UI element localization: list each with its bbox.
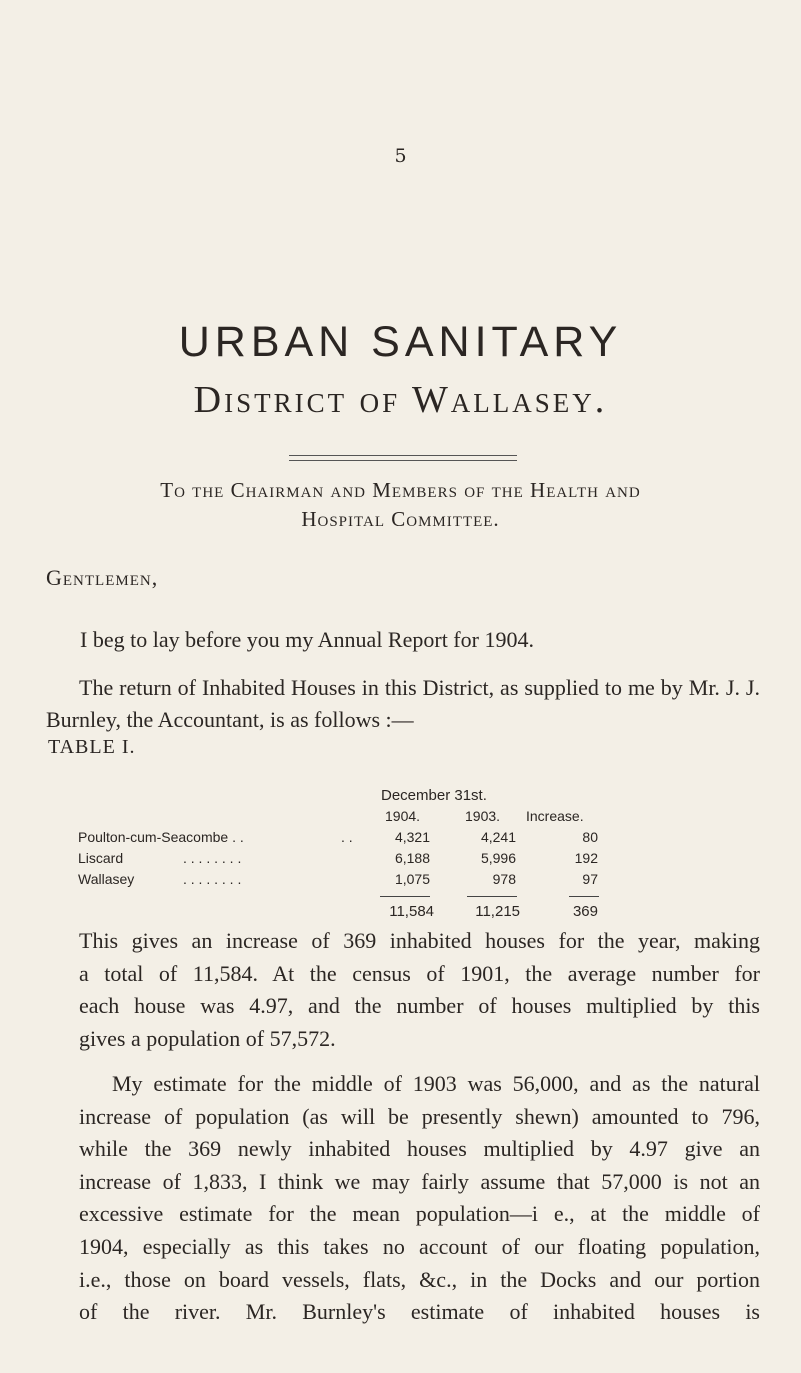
text-line: gives a population of 57,572. (79, 1025, 336, 1051)
report-subtitle: District of Wallasey. (193, 379, 608, 421)
text-line: i.e., those on board vessels, flats, &c., in the Docks and our portion (79, 1266, 760, 1292)
row-name: Wallasey (78, 871, 135, 887)
text-line: 1904, especially as this takes no account of our floating population, (79, 1233, 760, 1259)
table-group-header: December 31st. (381, 787, 487, 804)
address-line-2: Hospital Committee. (301, 507, 500, 531)
text-line: increase of 1,833, I think we may fairly assume that 57,000 is not an (79, 1168, 760, 1194)
address-line-1: To the Chairman and Members of the Health and (160, 478, 641, 502)
sum-rule-1903 (467, 896, 517, 897)
total-increase: 369 (572, 903, 598, 920)
page-number: 5 (394, 145, 407, 167)
paragraph-intro: I beg to lay before you my Annual Report for 1904. (80, 627, 534, 652)
paragraph-estimate (46, 1068, 760, 1329)
cell-increase: 97 (582, 871, 598, 887)
sum-rule-1904 (380, 896, 430, 897)
cell-1904: 1,075 (394, 871, 430, 887)
text-line: increase of population (as will be presently shewn) amounted to 796, (79, 1103, 760, 1129)
text-line: of the river. Mr. Burnley's estimate of inhabited houses is (79, 1299, 760, 1325)
text-line: excessive estimate for the mean population—i e., at the middle of (79, 1201, 760, 1227)
row-name: Poulton-cum-Seacombe . . (78, 829, 244, 845)
sum-rule-increase (569, 896, 599, 897)
row-leader: . . (341, 829, 353, 845)
salutation: Gentlemen, (46, 565, 159, 590)
row-leader: . . . . . . . . (183, 850, 242, 866)
paragraph-return: The return of Inhabited Houses in this District, as supplied to me by Mr. J. J. Burnley, the Accountant, is as follows :— (46, 675, 760, 733)
total-1903: 11,215 (475, 903, 520, 920)
cell-1903: 5,996 (480, 850, 516, 866)
col-header-1903: 1903. (465, 808, 501, 824)
cell-1903: 4,241 (480, 829, 516, 845)
report-title: URBAN SANITARY (178, 318, 623, 366)
text-line: This gives an increase of 369 inhabited houses for the year, making (79, 928, 760, 953)
text-line: a total of 11,584. At the census of 1901, the average number for (79, 960, 760, 986)
total-1904: 11,584 (389, 903, 434, 920)
cell-1903: 978 (492, 871, 516, 887)
cell-1904: 6,188 (394, 850, 430, 866)
text-line: each house was 4.97, and the number of houses multiplied by this (79, 993, 760, 1019)
cell-1904: 4,321 (394, 829, 430, 845)
table-label: TABLE I. (48, 736, 136, 758)
row-name: Liscard (78, 850, 124, 866)
cell-increase: 192 (574, 850, 598, 866)
text-line: while the 369 newly inhabited houses multiplied by 4.97 give an (79, 1136, 760, 1162)
paragraph-census (46, 925, 760, 1055)
col-header-increase: Increase. (526, 808, 584, 824)
row-leader: . . . . . . . . (183, 871, 242, 887)
cell-increase: 80 (582, 829, 598, 845)
col-header-1904: 1904. (385, 808, 421, 824)
title-divider (289, 455, 517, 461)
text-line: My estimate for the middle of 1903 was 56,000, and as the natural (112, 1071, 760, 1096)
